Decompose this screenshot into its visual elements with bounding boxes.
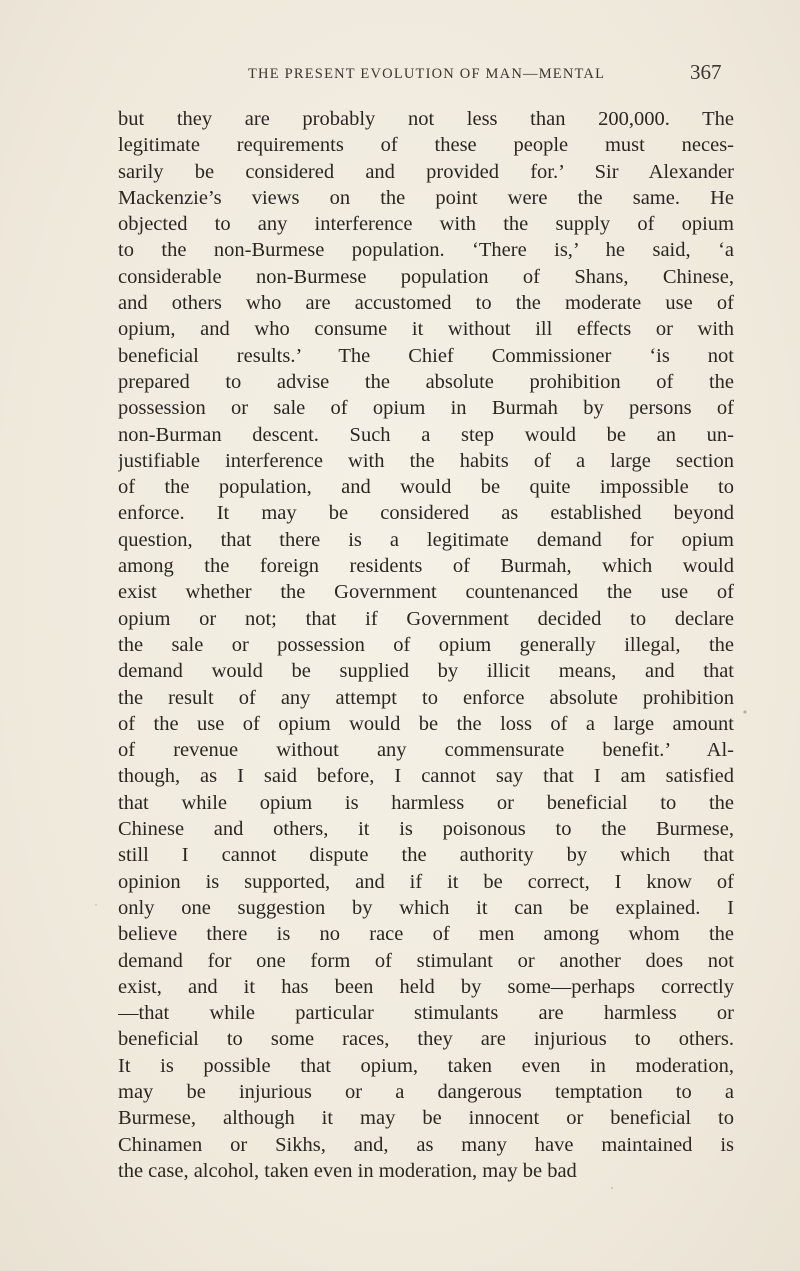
body-text bbox=[118, 106, 734, 1184]
text-line: considerable non-Burmese population of Shans, Chinese, bbox=[118, 265, 734, 288]
text-line: Chinese and others, it is poisonous to the Burmese, bbox=[118, 818, 734, 841]
text-line: opinion is supported, and if it be correct, I know of bbox=[118, 870, 734, 893]
text-line: beneficial to some races, they are injurious to others. bbox=[118, 1028, 734, 1051]
text-line: that while opium is harmless or beneficial to the bbox=[118, 791, 734, 814]
text-line: prepared to advise the absolute prohibition of the bbox=[118, 370, 734, 393]
text-line: among the foreign residents of Burmah, which would bbox=[118, 555, 734, 578]
text-line: of revenue without any commensurate benefit.’ Al- bbox=[118, 739, 734, 762]
text-line: sarily be considered and provided for.’ Sir Alexander bbox=[118, 160, 734, 183]
text-line: to the non-Burmese population. ‘There is,’ he said, ‘a bbox=[118, 239, 734, 262]
text-line: opium, and who consume it without ill effects or with bbox=[118, 318, 734, 341]
text-line: Chinamen or Sikhs, and, as many have maintained is bbox=[118, 1133, 734, 1156]
text-line: objected to any interference with the supply of opium bbox=[118, 213, 734, 236]
text-line: the case, alcohol, taken even in moderation, may be bad bbox=[118, 1159, 577, 1182]
text-line: though, as I said before, I cannot say that I am satisfied bbox=[118, 765, 734, 788]
text-line: the result of any attempt to enforce absolute prohibition bbox=[118, 686, 734, 709]
text-line: and others who are accustomed to the moderate use of bbox=[118, 292, 734, 315]
text-line: non-Burman descent. Such a step would be an un- bbox=[118, 423, 734, 446]
text-line: exist whether the Government countenanced the use of bbox=[118, 581, 734, 604]
text-line: demand would be supplied by illicit means, and that bbox=[118, 660, 734, 683]
paper-speck bbox=[611, 1187, 613, 1189]
text-line: question, that there is a legitimate demand for opium bbox=[118, 528, 734, 551]
text-line: of the population, and would be quite impossible to bbox=[118, 476, 734, 499]
text-line: exist, and it has been held by some—perhaps correctly bbox=[118, 975, 734, 998]
text-line: demand for one form of stimulant or another does not bbox=[118, 949, 734, 972]
text-line: —that while particular stimulants are harmless or bbox=[118, 1002, 734, 1025]
text-line: Burmese, although it may be innocent or beneficial to bbox=[118, 1107, 734, 1130]
text-line: beneficial results.’ The Chief Commissioner ‘is not bbox=[118, 344, 734, 367]
text-line: may be injurious or a dangerous temptation to a bbox=[118, 1080, 734, 1103]
text-line: the sale or possession of opium generally illegal, the bbox=[118, 633, 734, 656]
text-line: opium or not; that if Government decided to declare bbox=[118, 607, 734, 630]
text-line: possession or sale of opium in Burmah by persons of bbox=[118, 397, 734, 420]
text-line: Mackenzie’s views on the point were the same. He bbox=[118, 186, 734, 209]
text-line: legitimate requirements of these people must neces- bbox=[118, 134, 734, 157]
paper-speck bbox=[743, 710, 746, 713]
paper-speck bbox=[95, 904, 97, 906]
text-line: only one suggestion by which it can be explained. I bbox=[118, 896, 734, 919]
text-line: but they are probably not less than 200,000. The bbox=[118, 108, 734, 130]
text-line: enforce. It may be considered as established beyond bbox=[118, 502, 734, 525]
text-line: believe there is no race of men among whom the bbox=[118, 923, 734, 946]
text-line: of the use of opium would be the loss of a large amount bbox=[118, 712, 734, 735]
text-line: It is possible that opium, taken even in moderation, bbox=[118, 1054, 734, 1077]
text-line: still I cannot dispute the authority by which that bbox=[118, 844, 734, 867]
text-line: justifiable interference with the habits of a large section bbox=[118, 449, 734, 472]
running-head: THE PRESENT EVOLUTION OF MAN—MENTAL bbox=[248, 66, 606, 82]
page-number: 367 bbox=[690, 60, 722, 84]
